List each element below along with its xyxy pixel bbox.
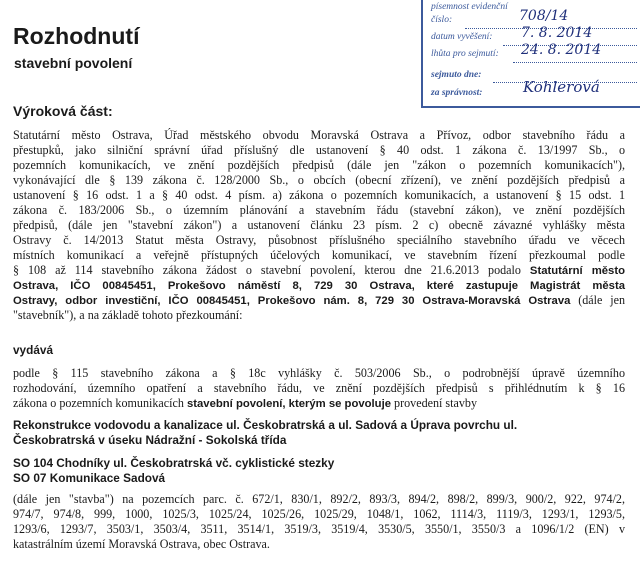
stamp-spravnost-label: za správnost:	[431, 88, 483, 98]
para2-line-2: rozhodování, územního opatření a stavebního řádu, ve znění pozdějších předpisů s přihlédnutím k § 16	[13, 381, 625, 395]
para1-line-10	[13, 263, 625, 279]
representative-details: Ostravy, odbor investiční, IČO 00845451, Prokešovo nám. 8, 729 30 Ostrava-Moravská Ostrava	[13, 295, 571, 307]
stamp-line	[513, 62, 637, 63]
para1-line-7: předpisů, (dále jen "stavební zákon") a ustanovení článku 23 písm. 2 c) obecně závazné vyhlášky města	[13, 218, 625, 232]
applicant-name: Statutární město	[529, 265, 625, 277]
para1-line-4: vykonávající dle § 139 zákona č. 128/2000 Sb., o obcích (obecní zřízení), ve znění pozdějších předpisů a	[13, 173, 625, 187]
stamp-vyveseni-value: 7. 8. 2014	[521, 25, 593, 41]
para1-line-13: "stavebník"), a na základě tohoto přezkoumání:	[13, 308, 243, 322]
para2-line-3-end: provedení stavby	[394, 396, 478, 410]
para1-line-11	[13, 278, 625, 294]
document-title: Rozhodnutí	[13, 23, 140, 49]
para3-line-1: (dále jen "stavba") na pozemcích parc. č. 672/1, 830/1, 892/2, 893/3, 894/2, 898/2, 899/3, 900/2, 922, 974/2,	[13, 492, 625, 506]
para1-line-12	[13, 293, 625, 309]
so-104-item: SO 104 Chodníky ul. Českobratrská vč. cyklistické stezky	[13, 456, 335, 470]
document-subtitle: stavební povolení	[14, 55, 133, 71]
para1-line-3: pozemních komunikacích, ve znění pozdějších předpisů (dále jen "zákon o pozemních komunikacích"),	[13, 158, 625, 172]
project-title-line-2: Českobratrská v úseku Nádražní - Sokolská třída	[13, 433, 287, 447]
so-07-item: SO 07 Komunikace Sadová	[13, 471, 166, 485]
para1-line-9: místních komunikací a veřejně přístupných účelových komunikací, ve stavebním řízení přezkoumal podle	[13, 248, 625, 262]
section-heading: Výroková část:	[13, 103, 113, 119]
para1-line-2: přestupků, jako silniční správní úřad příslušný dle ustanovení § 40 odst. 1 zákona č. 13/1997 Sb., o	[13, 143, 625, 157]
permit-phrase: stavební povolení, kterým se povoluje	[186, 398, 392, 410]
para2-line-1: podle § 115 stavebního zákona a § 18c vyhlášky č. 503/2006 Sb., o podrobnější úpravě územního	[13, 366, 625, 380]
para1-line-8: Ostravy č. 14/2013 Statut města Ostravy, působnost příslušného speciálního stavebního úřadu ve věcech	[13, 233, 625, 247]
para2-line-3	[13, 396, 625, 412]
para3-line-4: katastrálním území Moravská Ostrava, obec Ostrava.	[13, 537, 270, 551]
para2-line-3-text: zákona o pozemních komunikacích	[13, 396, 184, 410]
vydava-heading: vydává	[13, 343, 54, 357]
para3-line-3: 1293/6, 1293/7, 3503/1, 3503/4, 3511, 3514/1, 3519/3, 3519/4, 3530/5, 3550/1, 3550/3 a 1096/1/2 (EN) v	[13, 522, 625, 536]
stamp-cislo-label: číslo:	[431, 15, 453, 25]
para1-line-6: zákona č. 183/2006 Sb., o územním plánování a stavebním řádu (stavební zákon), ve znění pozdějších	[13, 203, 625, 217]
para1-line-12-text: (dále jen	[578, 293, 625, 307]
para3-line-2: 974/7, 974/8, 999, 1000, 1025/3, 1025/24, 1025/26, 1025/29, 1048/1, 1062, 1114/3, 1119/3, 1293/1, 1293/5,	[13, 507, 625, 521]
stamp-sejmuto-label: sejmuto dne:	[431, 70, 482, 80]
applicant-details: Ostrava, IČO 00845451, Prokešovo náměstí 8, 729 30 Ostrava, které zastupuje Magistrát města	[13, 280, 625, 292]
project-title-line-1: Rekonstrukce vodovodu a kanalizace ul. Českobratrská a ul. Sadová a Úprava povrchu ul.	[13, 418, 518, 432]
para1-line-10-text: § 108 až 114 stavebního zákona žádost o stavební povolení, kterou dne 21.6.2013 podalo	[13, 263, 521, 277]
stamp-cislo-value: 708/14	[519, 8, 569, 24]
stamp-signature: Kohlerová	[523, 78, 600, 96]
posting-stamp	[421, 0, 640, 108]
stamp-vyveseni-label: datum vyvěšení:	[431, 32, 493, 42]
para1-line-5: ustanovení § 16 odst. 1 a § 40 odst. 4 písm. a) zákona o pozemních komunikacích, a ustanovení § 15 odst. 1	[13, 188, 625, 202]
stamp-header-label: písemnost evidenční	[431, 2, 508, 12]
stamp-sejmuti-label: lhůta pro sejmutí:	[431, 49, 499, 59]
para1-line-1: Statutární město Ostrava, Úřad městského obvodu Moravská Ostrava a Přívoz, odbor stavebního řádu a	[13, 128, 625, 142]
stamp-sejmuti-value: 24. 8. 2014	[521, 42, 602, 58]
